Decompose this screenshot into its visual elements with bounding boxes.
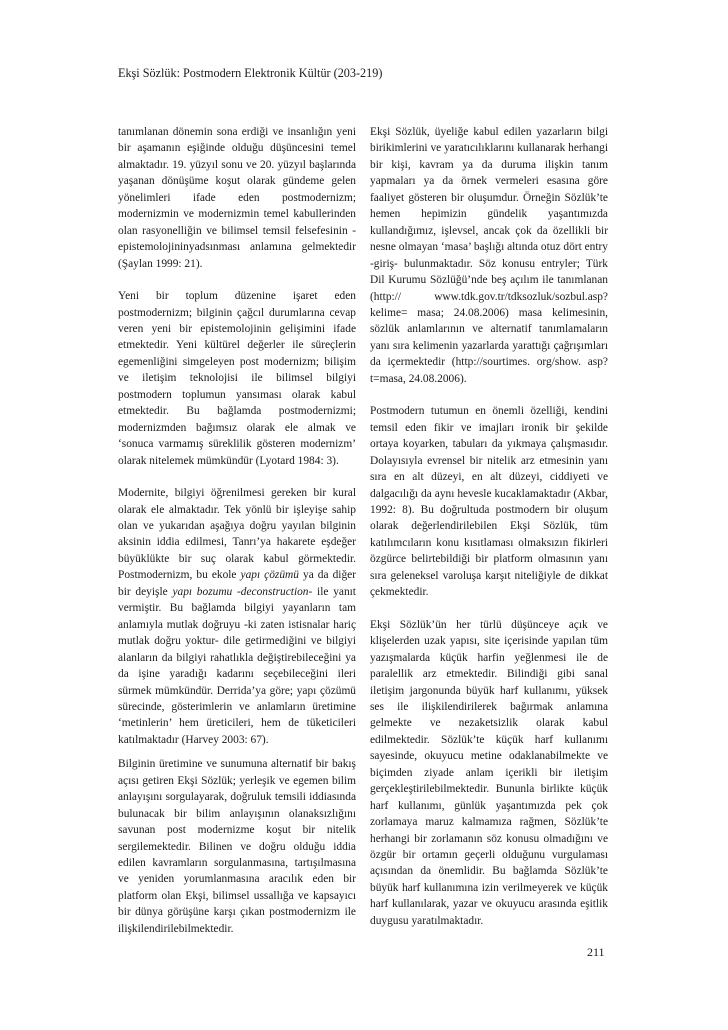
italic-term: yapı bozumu -deconstruction- [172, 585, 313, 598]
left-column [118, 124, 356, 953]
right-column [370, 124, 608, 945]
paragraph: Ekşi Sözlük’ün her türlü düşünceye açık ve klişelerden uzak yapısı, site içerisinde yapılan tüm yazışmalarda küçük harfin yeğlenmesi ile de paralellik arz etmektedir. Bilindiği gibi sanal iletişim jargonunda büyük harf kullanımı, yüksek ses ile ilişkilendirilerek bağırmak anlamına gelmekte ve nezaketsizlik olarak kabul edilmektedir. Sözlük’te küçük harf kullanımı sayesinde, okuyucu metine odaklanabilmekte ve biçimden ziyade anlam içerikli bir iletişim gerçekleştirilebilmektedir. Bununla birlikte küçük harf kullanımı, günlük yaşantımızda pek çok zorlamaya maruz kalmamıza rağmen, Sözlük’te herhangi bir zorlamanın söz konusu olmadığını ve özgür bir ortamın geçerli olduğunu vurgulaması açısından da önemlidir. Bu bağlamda Sözlük’te büyük harf kullanımına izin verilmeyerek ve küçük harf kullanılarak, yazar ve okuyucu arasında eşitlik duygusu yaratılmaktadır. [370, 618, 608, 927]
paragraph: Postmodern tutumun en önemli özelliği, kendini temsil eden fikir ve imajları ironik bir şekilde ortaya koyarken, tabuları da yıkmaya çalışmasıdır. Dolayısıyla evrensel bir nitelik arz etmesinin yanı sıra en alt düzeyi, en alt düzeyi, ciddiyeti ve dalgacılığı da aynı hevesle kucaklamaktadır (Akbar, 1992: 8). Bu doğrultuda postmodern bir oluşum olarak değerlendirilebilen Ekşi Sözlük, tüm katılımcıların konu kısıtlaması olmaksızın fikirleri özgürce belirtebildiği bir platform olmasının yanı sıra geleneksel varoluşa karşıt niteliğiyle de dikkat çekmektedir. [370, 405, 608, 599]
paragraph: Bilginin üretimine ve sunumuna alternatif bir bakış açısı getiren Ekşi Sözlük; yerleşik ve egemen bilim anlayışını sorgulayarak, doğruluk temsili iddiasında bulunacak bir bilim anlayışının olanaksızlığını savunan post modernizme koşut bir nitelik sergilemektedir. Bilinen ve doğru olduğu iddia edilen kavramların sorgulanmasına, tartışılmasına ve yeniden yorumlanmasına aracılık eden bir platform olan Ekşi, bilimsel ussallığa ve kapsayıcı bir dünya görüşüne karşı çıkan postmodernizm ile ilişkilendirilebilmektedir. [118, 758, 356, 935]
paragraph: Ekşi Sözlük, üyeliğe kabul edilen yazarların bilgi birikimlerini ve yaratıcılıklarını kullanarak herhangi bir kişi, kavram ya da duruma ilişkin tanım yapmaları ya da örnek vermeleri esasına göre faaliyet gösteren bir oluşumdur. Örneğin Sözlük’te hemen hepimizin gündelik yaşantımızda kullandığımız, işlevsel, ancak çok da özellikli bir nesne olmayan ‘masa’ başlığı altında otuz dört entry -giriş- bulunmaktadır. Söz konusu entryler; Türk Dil Kurumu Sözlüğü’nde beş açılım ile tanımlanan (http:// www.tdk.gov.tr/tdksozluk/sozbul.asp?kelime= masa; 24.08.2006) masa kelimesinin, sözlük anlamlarının ve alternatif tanımlamaların yanı sıra kelimenin yazarlarda yarattığı çağrışımları da içermektedir (http://sourtimes. org/show. asp?t=masa, 24.08.2006). [370, 126, 608, 385]
running-title: Ekşi Sözlük: Postmodern Elektronik Kültür (203-219) [118, 66, 383, 80]
text-run: ile yanıt vermiştir. Bu bağlamda bilgiyi yayanların tam anlamıyla mutlak doğruyu -ki zaten istisnalar hariç mutlak doğru yoktur- dile getirmediğini ve bilgiyi alanların da bilgiyi rahatlıkla değiştirebileceğini ya da işine yaradığı kadarını seçebileceğini ileri sürmek mümkündür. Derrida’ya göre; yapı çözümü sürecinde, gösterimlerin ve anlamların üretimine ‘metinlerin’ hem üreticileri, hem de tüketicileri katılmaktadır (Harvey 2003: 67). [118, 585, 356, 746]
page-number: 211 [587, 945, 605, 959]
italic-term: yapı çözümü [240, 569, 299, 582]
text-run: ya da diğer bir deyişle [118, 569, 357, 598]
paragraph: Yeni bir toplum düzenine işaret eden postmodernizm; bilginin çağcıl durumlarına cevap veren yeni bir epistemolojinin gelişimini ifade etmektedir. Yeni kültürel değerler ile süreçlerin egemenliğini simgeleyen post modernizm; bilişim ve iletişim teknolojisi ile bilimsel bilgiyi postmodern toplumun yansıması olarak kabul etmektedir. Bu bağlamda postmodernizmi; modernizmden bağımsız olarak ele almak ve ‘sonuca varmamış süreklilik gösteren modernizm’ olarak nitelemek mümkündür (Lyotard 1984: 3). [118, 290, 356, 467]
paragraph: tanımlanan dönemin sona erdiği ve insanlığın yeni bir aşamanın eşiğinde olduğu düşüncesini temel almaktadır. 19. yüzyıl sonu ve 20. yüzyıl başlarında yaşanan dönüşüme koşut olarak gündeme gelen yönelimleri ifade eden postmodernizm; modernizmin ve modernizmin temel kabullerinden olan rasyonelliğin ve bilimsel temsil felsefesinin -epistemolojininyadsınması anlamına gelmektedir (Şaylan 1999: 21). [118, 126, 356, 270]
paragraph [118, 485, 356, 748]
text-run: Modernite, bilgiyi öğrenilmesi gereken bir kural olarak ele almaktadır. Tek yönlü bir işleyişe sahip olan ve yukarıdan aşağıya doğru yayılan bilginin aksinin iddia edilmesi, Tanrı’ya hakarete eşdeğer büyüklükte bir suç olarak kabul görmektedir. Postmodernizm, bu ekole [118, 487, 356, 582]
